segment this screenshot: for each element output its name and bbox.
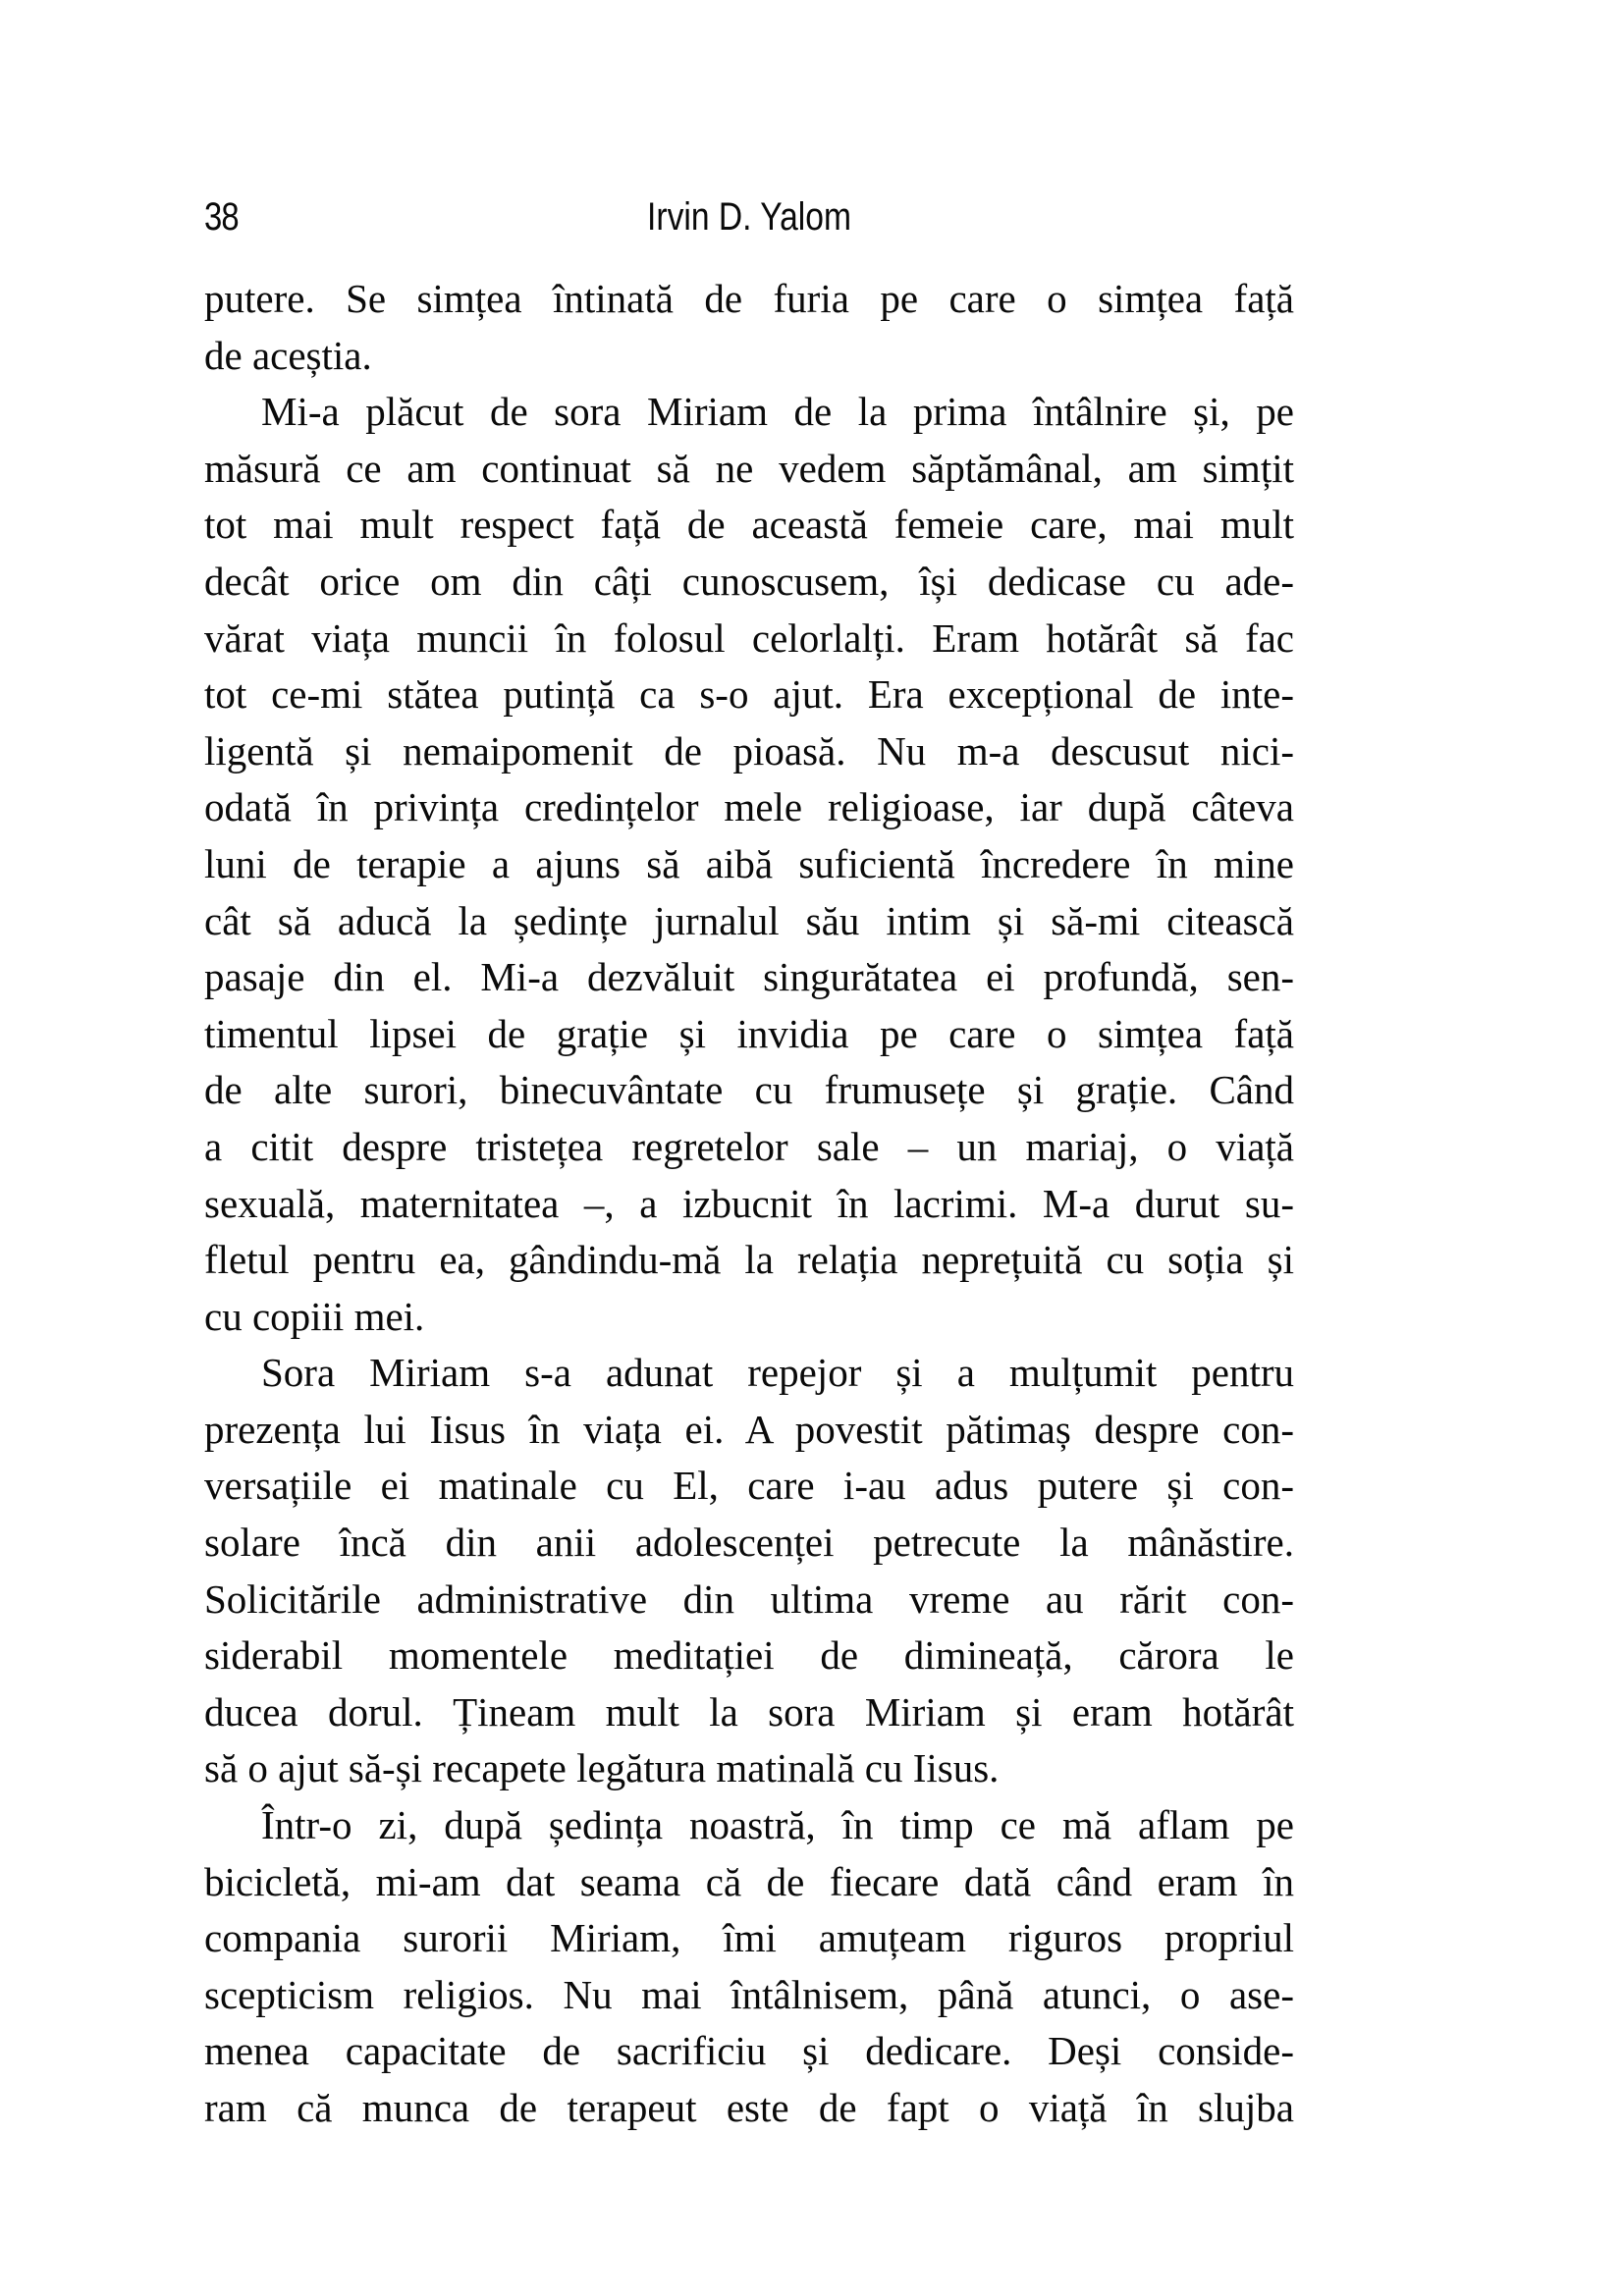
text-line: Sora Miriam s-a adunat repejor și a mulțumit pentru	[261, 1350, 1294, 1396]
text-line: putere. Se simțea întinată de furia pe care o simțea față	[204, 276, 1294, 321]
text-line: ducea dorul. Țineam mult la sora Miriam și eram hotărât	[204, 1688, 1294, 1735]
text-line: măsură ce am continuat să ne vedem săptămânal, am simțit	[204, 445, 1294, 491]
text-line: pasaje din el. Mi-a dezvăluit singurătatea ei profundă, sen-	[204, 954, 1294, 1000]
text-line: să o ajut să-și recapete legătura matinală cu Iisus.	[204, 1745, 1000, 1791]
text-line: tot ce-mi stătea putință ca s-o ajut. Era excepțional de inte-	[204, 671, 1294, 718]
running-header	[204, 192, 1294, 241]
text-line: prezența lui Iisus în viața ei. A povestit pătimaș despre con-	[204, 1406, 1294, 1452]
text-line: fletul pentru ea, gândindu-mă la relația neprețuită cu soția și	[204, 1237, 1294, 1283]
text-line: Solicitările administrative din ultima vreme au rărit con-	[204, 1575, 1294, 1622]
text-line: scepticism religios. Nu mai întâlnisem, până atunci, o ase-	[204, 1971, 1294, 2017]
text-line: bicicletă, mi-am dat seama că de fiecare dată când eram în	[204, 1858, 1294, 1904]
text-line: versațiile ei matinale cu El, care i-au adus putere și con-	[204, 1463, 1294, 1509]
text-line: timentul lipsei de grație și invidia pe care o simțea față	[204, 1010, 1294, 1056]
text-line: compania surorii Miriam, îmi amuțeam riguros propriul	[204, 1915, 1294, 1961]
text-line: odată în privința credințelor mele religioase, iar după câteva	[204, 784, 1294, 830]
text-line: decât orice om din câți cunoscusem, își dedicase cu ade-	[204, 558, 1294, 604]
text-line: ligentă și nemaipomenit de pioasă. Nu m-a descusut nici-	[204, 727, 1294, 774]
text-line: ram că munca de terapeut este de fapt o viață în slujba	[204, 2085, 1294, 2130]
running-title-author: Irvin D. Yalom	[647, 195, 851, 239]
text-line: luni de terapie a ajuns să aibă suficientă încredere în mine	[204, 840, 1294, 886]
text-line: cât să aducă la ședințe jurnalul său intim și să-mi citească	[204, 897, 1294, 943]
page-number: 38	[204, 195, 239, 239]
text-line: solare încă din anii adolescenței petrecute la mânăstire.	[204, 1520, 1294, 1566]
text-line: cu copiii mei.	[204, 1293, 425, 1339]
text-line: Mi-a plăcut de sora Miriam de la prima întâlnire și, pe	[261, 389, 1294, 435]
text-line: Într-o zi, după ședința noastră, în timp ce mă aflam pe	[261, 1802, 1294, 1848]
body-text	[204, 271, 1294, 2137]
text-line: de alte surori, binecuvântate cu frumusețe și grație. Când	[204, 1067, 1294, 1113]
text-line: vărat viața muncii în folosul celorlalți. Eram hotărât să fac	[204, 614, 1294, 661]
text-line: tot mai mult respect față de această femeie care, mai mult	[204, 502, 1294, 548]
text-line: a citit despre tristețea regretelor sale – un mariaj, o viață	[204, 1123, 1294, 1169]
text-line: de aceștia.	[204, 332, 372, 378]
text-line: sexuală, maternitatea –, a izbucnit în lacrimi. M-a durut su-	[204, 1180, 1294, 1226]
text-line: menea capacitate de sacrificiu și dedicare. Deși conside-	[204, 2028, 1294, 2074]
text-line: siderabil momentele meditației de dimineață, cărora le	[204, 1632, 1294, 1679]
